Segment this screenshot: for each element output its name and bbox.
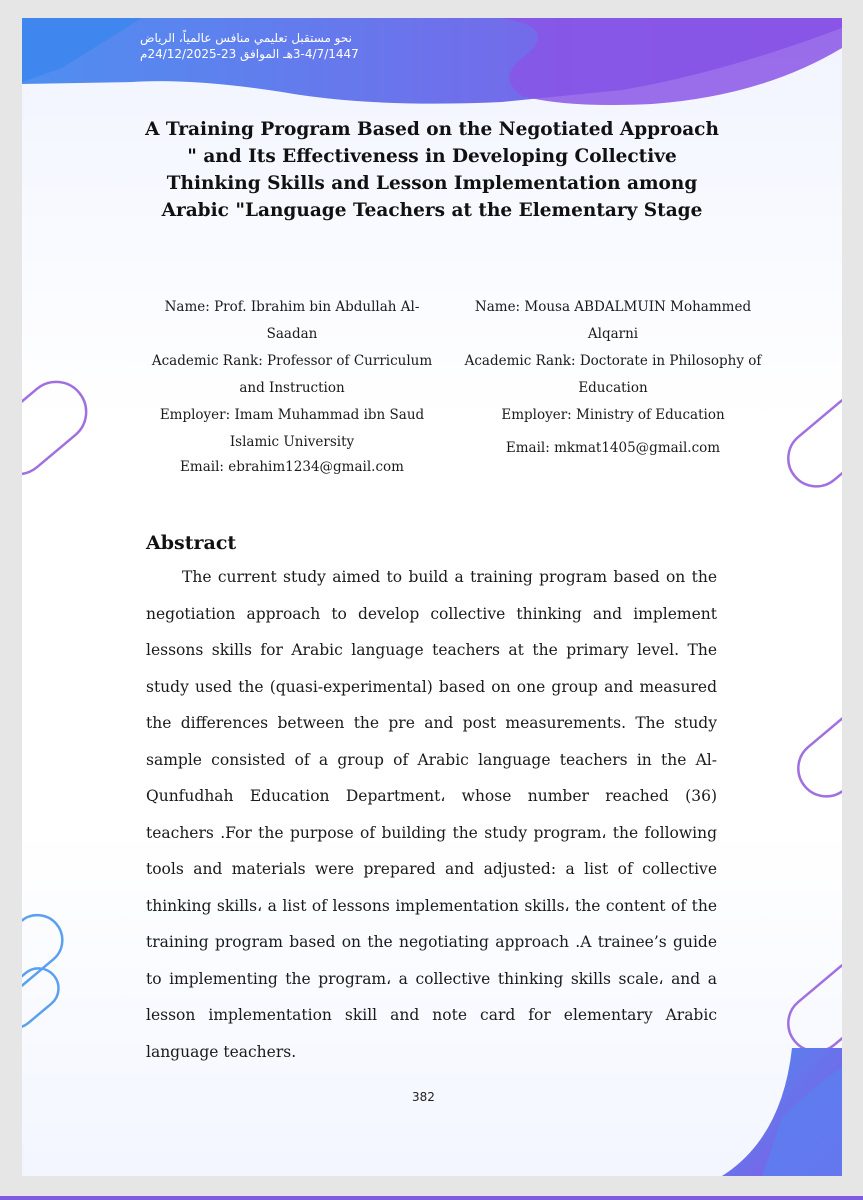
conference-header (140, 30, 359, 62)
author-right-name: Name: Mousa ABDALMUIN Mohammed Alqarni (474, 299, 752, 342)
conference-header-line1: نحو مستقبل تعليمي منافس عالمياً، الرياض (140, 31, 352, 45)
bottom-border (0, 1196, 863, 1200)
page-number: 382 (412, 1090, 435, 1104)
paper-title: A Training Program Based on the Negotiated Approach " and Its Effectiveness in Developing Collective Thinking Skills and Lesson Implementation among Arabic "Language Teachers at the Elementary Stage (145, 119, 719, 221)
author-right-rank: Academic Rank: Doctorate in Philosophy of Education (464, 353, 762, 396)
author-right-block (458, 294, 768, 462)
document-page (22, 18, 842, 1176)
author-left-block (147, 294, 437, 478)
author-left-rank: Academic Rank: Professor of Curriculum and Instruction (151, 353, 433, 396)
author-left-name: Name: Prof. Ibrahim bin Abdullah Al-Saadan (164, 299, 420, 342)
abstract-body: The current study aimed to build a training program based on the negotiation approach to develop collective thinking and implement lessons skills for Arabic language teachers at the primary level. The study used the (quasi-experimental) based on one group and measured the differences between the pre and post measurements. The study sample consisted of a group of Arabic language teachers in the Al-Qunfudhah Education Department، whose number reached (36) teachers .For the purpose of building the study program، the following tools and materials were prepared and adjusted: a list of collective thinking skills، a list of lessons implementation skills، the content of the training program based on the negotiating approach .A trainee’s guide to implementing the program، a collective thinking skills scale، and a lesson implementation skill and note card for elementary Arabic language teachers. (146, 568, 717, 1061)
author-left-email: Email: ebrahim1234@gmail.com (180, 459, 404, 475)
author-right-employer: Employer: Ministry of Education (501, 407, 725, 423)
abstract-heading: Abstract (146, 532, 237, 554)
author-right-email: Email: mkmat1405@gmail.com (505, 440, 721, 456)
author-left-employer: Employer: Imam Muhammad ibn Saud Islamic University (159, 407, 425, 450)
conference-header-line2: 3-4/7/1447هـ الموافق 23-24/12/2025م (140, 47, 359, 61)
